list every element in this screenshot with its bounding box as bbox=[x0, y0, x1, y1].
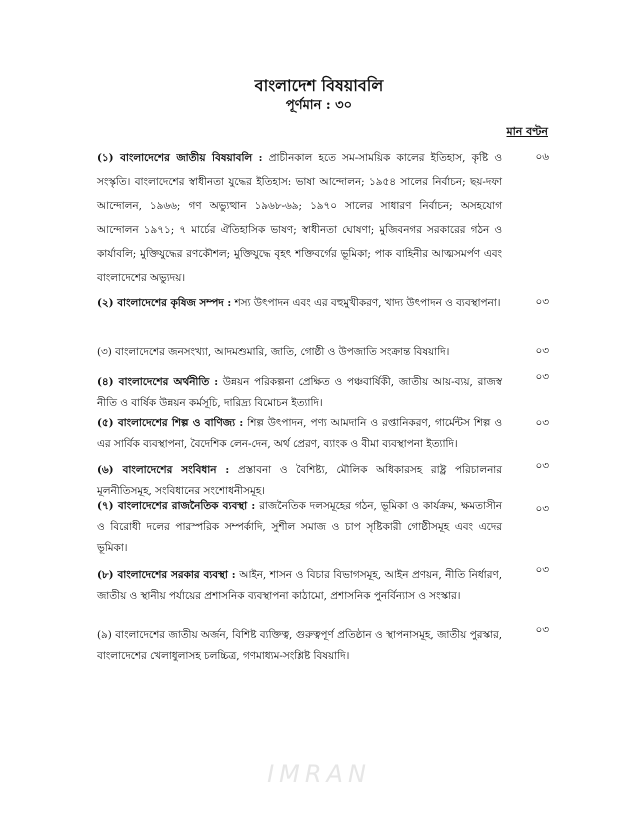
item-marks: ০৩ bbox=[535, 503, 549, 515]
item-heading: (২) বাংলাদেশের কৃষিজ সম্পদ : bbox=[97, 297, 232, 309]
syllabus-item-5 bbox=[97, 413, 502, 455]
syllabus-item-8 bbox=[97, 565, 502, 607]
item-marks: ০৩ bbox=[535, 460, 549, 472]
item-body: শস্য উৎপাদন এবং এর বহুমুখীকরণ, খাদ্য উৎপাদন ও ব্যবস্থাপনা। bbox=[231, 297, 501, 309]
item-marks: ০৩ bbox=[535, 345, 549, 357]
item-heading: (১) বাংলাদেশের জাতীয় বিষয়াবলি : bbox=[97, 152, 263, 164]
item-body: (৩) বাংলাদেশের জনসংখ্যা, আদমশুমারি, জাতি, গোষ্ঠী ও উপজাতি সংক্রান্ত বিষয়াদি। bbox=[97, 346, 450, 358]
syllabus-item-1 bbox=[97, 146, 502, 290]
syllabus-item-9 bbox=[97, 625, 502, 667]
item-body: শিল্প উৎপাদন, পণ্য আমদানি ও রপ্তানিকরণ, গার্মেন্টস শিল্প ও এর সার্বিক ব্যবস্থাপনা, বৈদেশিক লেন-দেন, অর্থ প্রেরণ, ব্যাংক ও বীমা ব্যবস্থাপনা ইত্যাদি। bbox=[97, 417, 502, 450]
syllabus-item-2 bbox=[97, 291, 502, 315]
item-marks: ০৩ bbox=[535, 296, 549, 308]
syllabus-item-7 bbox=[97, 496, 502, 559]
syllabus-item-4 bbox=[97, 372, 502, 414]
item-marks: ০৩ bbox=[535, 371, 549, 383]
item-body: উন্নয়ন পরিকল্পনা প্রেক্ষিত ও পঞ্চবার্ষিকী, জাতীয় আয়-ব্যয়, রাজস্ব নীতি ও বার্ষিক উন্নয়ন কর্মসূচি, দারিদ্র্য বিমোচন ইত্যাদি। bbox=[97, 376, 502, 409]
marks-column-header: মান বণ্টন bbox=[506, 125, 548, 138]
item-heading: (৪) বাংলাদেশের অর্থনীতি : bbox=[97, 376, 219, 388]
item-marks: ০৩ bbox=[535, 564, 549, 576]
item-marks: ০৩ bbox=[535, 624, 549, 636]
full-marks: পূর্ণমান : ৩০ bbox=[285, 98, 353, 113]
item-body: (৯) বাংলাদেশের জাতীয় অর্জন, বিশিষ্ট ব্যক্তিত্ব, গুরুত্বপূর্ণ প্রতিষ্ঠান ও স্থাপনাসমূহ, জাতীয় পুরস্কার, বাংলাদেশের খেলাধুলাসহ চলচ্চিত্র, গণমাধ্যম-সংশ্লিষ্ট বিষয়াদি। bbox=[97, 629, 502, 662]
item-heading: (৫) বাংলাদেশের শিল্প ও বাণিজ্য : bbox=[97, 417, 244, 429]
watermark: IMRAN bbox=[267, 760, 371, 788]
item-heading: (৮) বাংলাদেশের সরকার ব্যবস্থা : bbox=[97, 569, 236, 581]
item-body: আইন, শাসন ও বিচার বিভাগসমূহ, আইন প্রণয়ন, নীতি নির্ধারণ, জাতীয় ও স্থানীয় পর্যায়ের প্রশাসনিক ব্যবস্থাপনা কাঠামো, প্রশাসনিক পুনর্বিন্যাস ও সংস্কার। bbox=[97, 569, 502, 602]
page-title: বাংলাদেশ বিষয়াবলি bbox=[254, 76, 384, 95]
item-body: প্রস্তাবনা ও বৈশিষ্ট্য, মৌলিক অধিকারসহ রাষ্ট্র পরিচালনার মূলনীতিসমূহ, সংবিধানের সংশোধনীসমূহ। bbox=[97, 464, 502, 497]
item-marks: ০৩ bbox=[535, 417, 549, 429]
item-marks: ০৬ bbox=[535, 151, 549, 163]
item-heading: (৭) বাংলাদেশের রাজনৈতিক ব্যবস্থা : bbox=[97, 500, 256, 512]
item-body: প্রাচীনকাল হতে সম-সাময়িক কালের ইতিহাস, কৃষ্টি ও সংস্কৃতি। বাংলাদেশের স্বাধীনতা যুদ্ধের ইতিহাস: ভাষা আন্দোলন; ১৯৫৪ সালের নির্বাচন; ছয়-দফা আন্দোলন, ১৯৬৬; গণ অভ্যুত্থান ১৯৬৮-৬৯; ১৯৭০ সালের সাধারণ নির্বাচন; অসহযোগ আন্দোলন ১৯৭১; ৭ মার্চের ঐতিহাসিক ভাষণ; স্বাধীনতা ঘোষণা; মুজিবনগর সরকারের গঠন ও কার্যাবলি; মুক্তিযুদ্ধের রণকৌশল; মুক্তিযুদ্ধে বৃহৎ শক্তিবর্গের ভূমিকা; পাক বাহিনীর আত্মসমর্পণ এবং বাংলাদেশের অভ্যুদয়। bbox=[97, 152, 502, 284]
syllabus-item-3 bbox=[97, 340, 502, 364]
item-heading: (৬) বাংলাদেশের সংবিধান : bbox=[97, 464, 230, 476]
item-body: রাজনৈতিক দলসমূহের গঠন, ভূমিকা ও কার্যক্রম, ক্ষমতাসীন ও বিরোধী দলের পারস্পরিক সম্পর্কাদি, সুশীল সমাজ ও চাপ সৃষ্টিকারী গোষ্ঠীসমূহ এবং এদের ভূমিকা। bbox=[97, 500, 502, 554]
